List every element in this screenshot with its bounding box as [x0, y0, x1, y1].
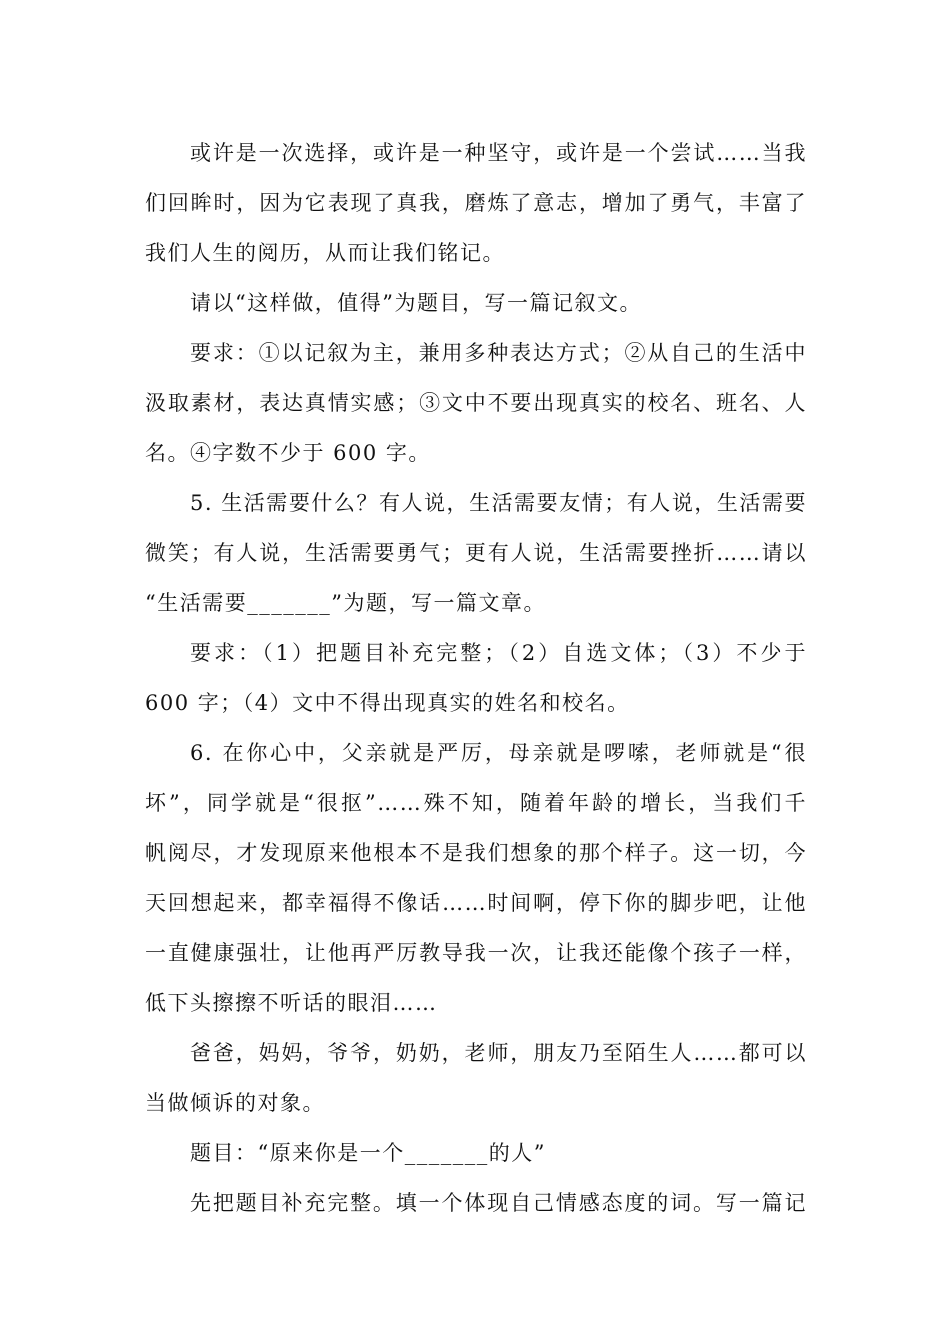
paragraph-question-5: [145, 478, 807, 628]
paragraph-title-6: [145, 1128, 807, 1178]
paragraph-requirements-1: [145, 328, 807, 478]
text-line: 天回想起来，都幸福得不像话……时间啊，停下你的脚步吧，让他: [145, 891, 807, 915]
text-line: “生活需要_______”为题，写一篇文章。: [145, 591, 546, 615]
text-line: 600 字；（4）文中不得出现真实的姓名和校名。: [145, 691, 630, 715]
text-line: 坏”，同学就是“很抠”……殊不知，随着年龄的增长，当我们千: [145, 791, 807, 815]
text-line: 低下头擦擦不听话的眼泪……: [145, 991, 438, 1015]
paragraph-prompt-1: [145, 278, 807, 328]
document-body: [145, 128, 807, 1228]
paragraph-intro: [145, 128, 807, 278]
text-line: 爸爸，妈妈，爷爷，奶奶，老师，朋友乃至陌生人……都可以: [190, 1041, 807, 1065]
text-line: 要求：（1）把题目补充完整；（2）自选文体；（3）不少于: [190, 641, 807, 665]
paragraph-question-6: [145, 728, 807, 1028]
text-line: 或许是一次选择，或许是一种坚守，或许是一个尝试……当我: [190, 141, 807, 165]
text-line: 们回眸时，因为它表现了真我，磨炼了意志，增加了勇气，丰富了: [145, 191, 807, 215]
text-line: 一直健康强壮，让他再严厉教导我一次，让我还能像个孩子一样，: [145, 941, 807, 965]
text-line: 我们人生的阅历，从而让我们铭记。: [145, 241, 505, 265]
text-line: 微笑；有人说，生活需要勇气；更有人说，生活需要挫折……请以: [145, 541, 807, 565]
text-line: 汲取素材，表达真情实感；③文中不要出现真实的校名、班名、人: [145, 391, 807, 415]
text-line: 5. 生活需要什么？有人说，生活需要友情；有人说，生活需要: [190, 491, 807, 515]
paragraph-instructions-6: [145, 1178, 807, 1228]
paragraph-requirements-5: [145, 628, 807, 728]
text-line: 当做倾诉的对象。: [145, 1091, 325, 1115]
text-line: 请以“这样做，值得”为题目，写一篇记叙文。: [190, 291, 642, 315]
text-line: 名。④字数不少于 600 字。: [145, 441, 431, 465]
text-line: 6. 在你心中，父亲就是严厉，母亲就是啰嗦，老师就是“很: [190, 741, 807, 765]
text-line: 帆阅尽，才发现原来他根本不是我们想象的那个样子。这一切，今: [145, 841, 807, 865]
text-line: 要求：①以记叙为主，兼用多种表达方式；②从自己的生活中: [190, 341, 807, 365]
text-line: 先把题目补充完整。填一个体现自己情感态度的词。写一篇记: [190, 1191, 807, 1215]
text-line: 题目：“原来你是一个_______的人”: [190, 1141, 546, 1165]
paragraph-audience: [145, 1028, 807, 1128]
